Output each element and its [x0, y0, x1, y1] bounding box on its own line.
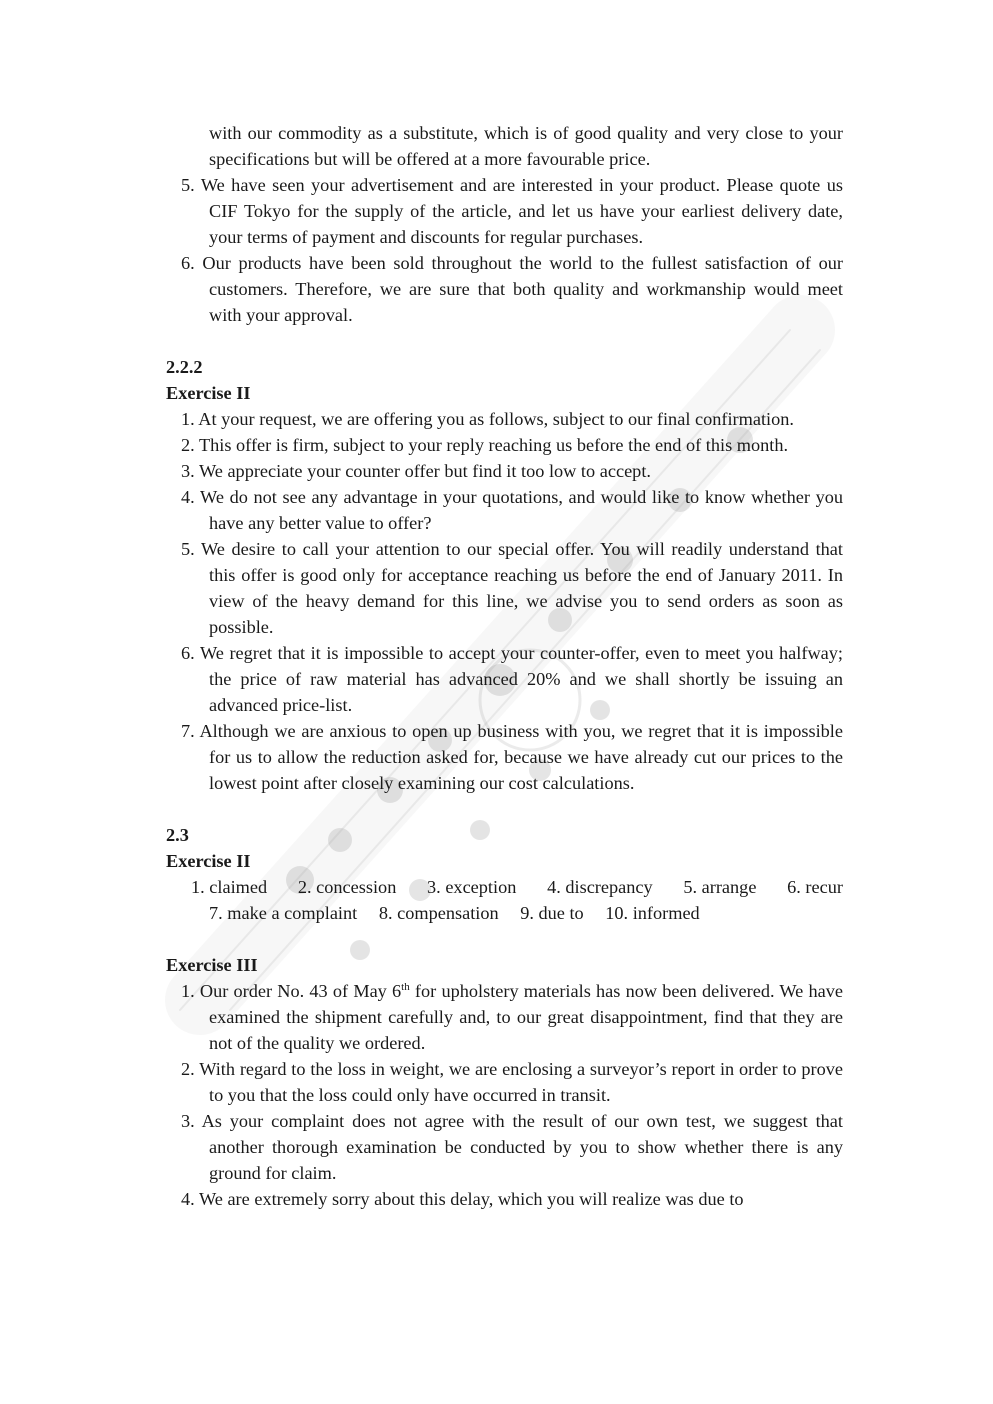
- answer-list: [166, 978, 843, 1212]
- answer-row: [166, 874, 843, 900]
- list-item: [166, 406, 843, 432]
- item-number: 5.: [181, 539, 195, 559]
- answer-word: 1. claimed: [191, 877, 268, 897]
- section-number: 2.3: [166, 825, 189, 845]
- list-item: [166, 172, 843, 250]
- answer-word: 5. arrange: [683, 877, 757, 897]
- item-number: 4.: [181, 1189, 195, 1209]
- exercise-title: Exercise II: [166, 851, 251, 871]
- item-number: 3.: [181, 461, 195, 481]
- answer-row: [166, 900, 843, 926]
- intro-list: [166, 120, 843, 328]
- list-item: [166, 1108, 843, 1186]
- answer-word: 3. exception: [427, 877, 517, 897]
- item-text: Our order No. 43 of May 6: [199, 981, 402, 1001]
- item-number: 2.: [181, 1059, 195, 1079]
- item-text: We are extremely sorry about this delay, which you will realize was due to: [198, 1189, 744, 1209]
- list-item: [166, 432, 843, 458]
- item-number: 4.: [181, 487, 195, 507]
- item-number: 3.: [181, 1111, 195, 1131]
- item-text: with our commodity as a substitute, which is of good quality and very close to your specifications but will be offered at a more favourable price.: [209, 123, 843, 169]
- item-number: 2.: [181, 435, 195, 455]
- answer-word: 8. compensation: [378, 903, 499, 923]
- list-item: [166, 484, 843, 536]
- item-number: 6.: [181, 643, 195, 663]
- section-number: 2.2.2: [166, 357, 203, 377]
- item-text: We appreciate your counter offer but find it too low to accept.: [198, 461, 651, 481]
- answer-word: 9. due to: [520, 903, 584, 923]
- list-item: [166, 536, 843, 640]
- item-number: 5.: [181, 175, 195, 195]
- item-text: for upholstery materials has now been delivered. We have examined the shipment carefully and, to our great disappointment, find that they are not of the quality we ordered.: [209, 981, 844, 1053]
- item-text: At your request, we are offering you as follows, subject to our final confirmation.: [198, 409, 794, 429]
- answer-word: 6. recur: [787, 877, 843, 897]
- item-text: This offer is firm, subject to your reply reaching us before the end of this month.: [198, 435, 789, 455]
- list-item: [166, 640, 843, 718]
- item-text: We regret that it is impossible to accept your counter-offer, even to meet you halfway; the price of raw material has advanced 20% and we shall shortly be issuing an advanced price-list.: [199, 643, 843, 715]
- list-item: [166, 978, 843, 1056]
- item-number: 1.: [181, 981, 195, 1001]
- item-number: 7.: [181, 721, 195, 741]
- list-item: [166, 1186, 843, 1212]
- item-number: 1.: [181, 409, 195, 429]
- exercise-title: Exercise III: [166, 955, 258, 975]
- list-item: [166, 718, 843, 796]
- answer-word: 2. concession: [297, 877, 397, 897]
- item-text: Our products have been sold throughout the world to the fullest satisfaction of our customers. Therefore, we are sure that both quality and workmanship would meet with your approval.: [202, 253, 843, 325]
- item-text: As your complaint does not agree with the result of our own test, we suggest that another thorough examination be conducted by you to show whether there is any ground for claim.: [201, 1111, 843, 1183]
- document-body: [166, 120, 843, 1212]
- item-text: We have seen your advertisement and are interested in your product. Please quote us CIF Tokyo for the supply of the article, and let us have your earliest delivery date, your terms of payment and discounts for regular purchases.: [200, 175, 843, 247]
- item-text: We do not see any advantage in your quotations, and would like to know whether you have any better value to offer?: [200, 487, 843, 533]
- exercise-title: Exercise II: [166, 383, 251, 403]
- list-item: [166, 458, 843, 484]
- answer-word: 7. make a complaint: [209, 903, 358, 923]
- answer-word: 4. discrepancy: [547, 877, 653, 897]
- item-number: 6.: [181, 253, 195, 273]
- item-text: We desire to call your attention to our special offer. You will readily understand that this offer is good only for acceptance reaching us before the end of January 2011. In view of the heavy demand for this line, we advise you to send orders as soon as possible.: [201, 539, 843, 637]
- list-item: [166, 120, 843, 172]
- answer-list: [166, 406, 843, 796]
- list-item: [166, 1056, 843, 1108]
- answer-word: 10. informed: [605, 903, 700, 923]
- ordinal-suffix: th: [401, 980, 410, 993]
- item-text: With regard to the loss in weight, we are enclosing a surveyor’s report in order to prove to you that the loss could only have occurred in transit.: [199, 1059, 843, 1105]
- item-text: Although we are anxious to open up business with you, we regret that it is impossible for us to allow the reduction asked for, because we have already cut our prices to the lowest point after closely examining our cost calculations.: [199, 721, 843, 793]
- list-item: [166, 250, 843, 328]
